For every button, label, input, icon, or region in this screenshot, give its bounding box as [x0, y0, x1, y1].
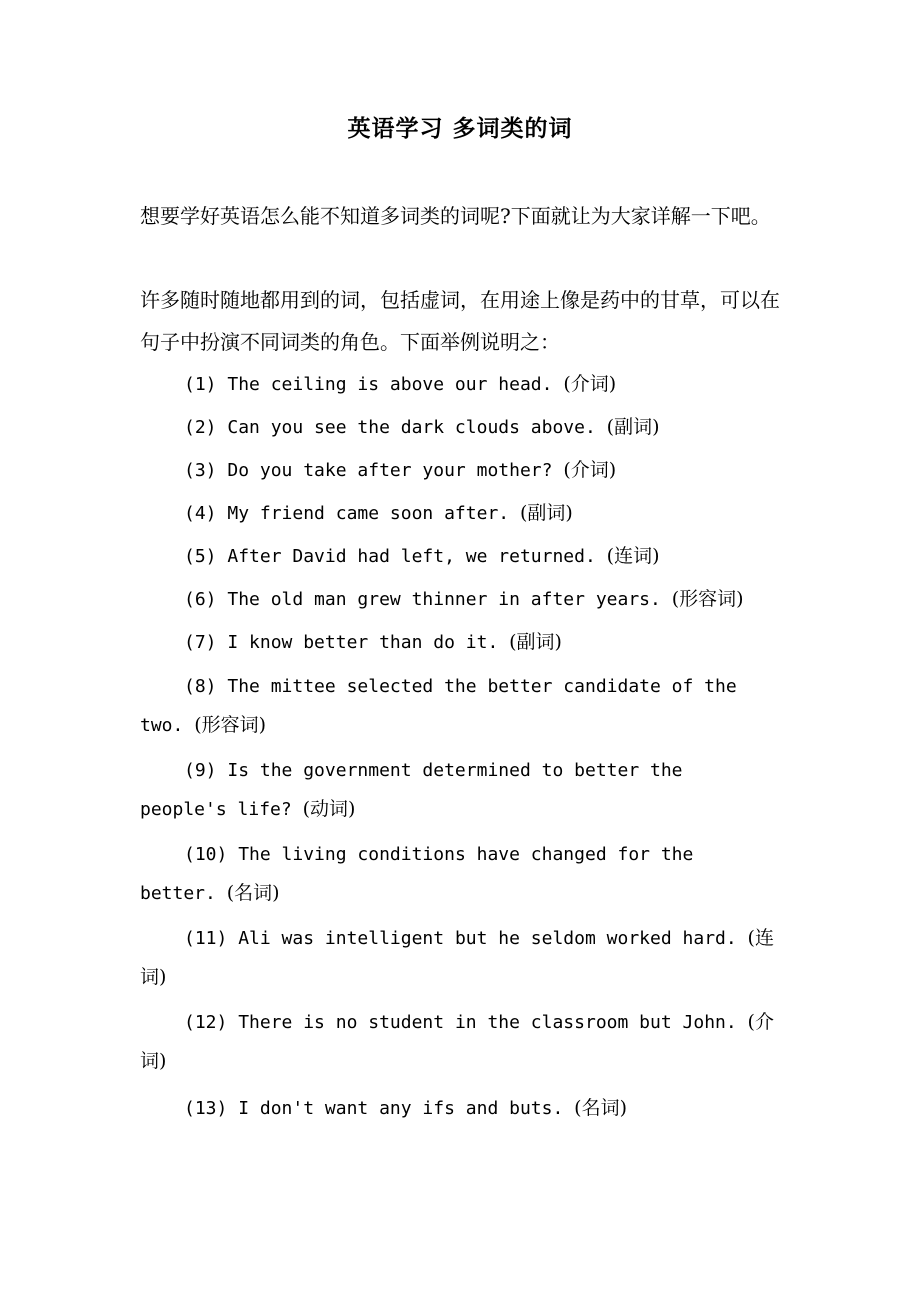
example-item [140, 406, 780, 449]
example-item [140, 578, 780, 621]
example-number: (8) [184, 676, 217, 697]
part-of-speech-tag: (形容词) [671, 588, 744, 610]
example-list [140, 363, 780, 1130]
example-item [140, 621, 780, 664]
document-body [140, 195, 780, 1130]
example-sentence: I know better than do it. [227, 632, 499, 653]
intro-paragraph: 想要学好英语怎么能不知道多词类的词呢?下面就让为大家详解一下吧。 [140, 204, 771, 228]
example-sentence: Ali was intelligent but he seldom worked hard. [238, 928, 737, 949]
example-sentence: After David had left, we returned. [227, 546, 596, 567]
example-number: (11) [184, 928, 228, 949]
example-number: (13) [184, 1098, 228, 1119]
example-sentence: Do you take after your mother? [227, 460, 553, 481]
example-number: (12) [184, 1012, 228, 1033]
example-item [140, 751, 780, 829]
example-sentence: Is the government determined to better the people's life? [140, 760, 683, 820]
part-of-speech-tag: (连词) [606, 545, 660, 567]
example-number: (10) [184, 844, 228, 865]
part-of-speech-tag: (名词) [574, 1097, 627, 1119]
example-number: (2) [184, 417, 217, 438]
lead-paragraph: 许多随时随地都用到的词，包括虚词，在用途上像是药中的甘草，可以在句子中扮演不同词类的角色。下面举例说明之： [140, 288, 780, 354]
example-number: (7) [184, 632, 217, 653]
example-item [140, 919, 780, 997]
example-item [140, 449, 780, 492]
example-item [140, 363, 780, 406]
part-of-speech-tag: (副词) [509, 631, 562, 653]
example-sentence: The living conditions have changed for the better. [140, 844, 694, 904]
example-sentence: The ceiling is above our head. [227, 374, 553, 395]
part-of-speech-tag: (介词) [140, 1011, 774, 1072]
example-item [140, 1003, 780, 1081]
part-of-speech-tag: (名词) [226, 882, 280, 904]
part-of-speech-tag: (副词) [519, 502, 573, 524]
example-sentence: Can you see the dark clouds above. [227, 417, 596, 438]
document-title: 英语学习 多词类的词 [347, 115, 573, 142]
part-of-speech-tag: (介词) [563, 459, 617, 481]
part-of-speech-tag: (介词) [563, 373, 617, 395]
example-number: (9) [184, 760, 217, 781]
example-sentence: My friend came soon after. [227, 503, 510, 524]
part-of-speech-tag: (动词) [302, 798, 356, 820]
example-sentence: The mittee selected the better candidate of the two. [140, 676, 737, 736]
example-item [140, 535, 780, 578]
example-number: (3) [184, 460, 217, 481]
part-of-speech-tag: (副词) [606, 416, 660, 438]
example-sentence: The old man grew thinner in after years. [227, 589, 661, 610]
part-of-speech-tag: (形容词) [194, 714, 267, 736]
part-of-speech-tag: (连词) [140, 927, 774, 988]
example-item [140, 1087, 780, 1130]
example-number: (6) [184, 589, 217, 610]
example-number: (4) [184, 503, 217, 524]
example-number: (1) [184, 374, 217, 395]
example-number: (5) [184, 546, 217, 567]
example-item [140, 492, 780, 535]
example-item [140, 835, 780, 913]
example-sentence: I don't want any ifs and buts. [238, 1098, 564, 1119]
example-sentence: There is no student in the classroom but John. [238, 1012, 737, 1033]
example-item [140, 667, 780, 745]
